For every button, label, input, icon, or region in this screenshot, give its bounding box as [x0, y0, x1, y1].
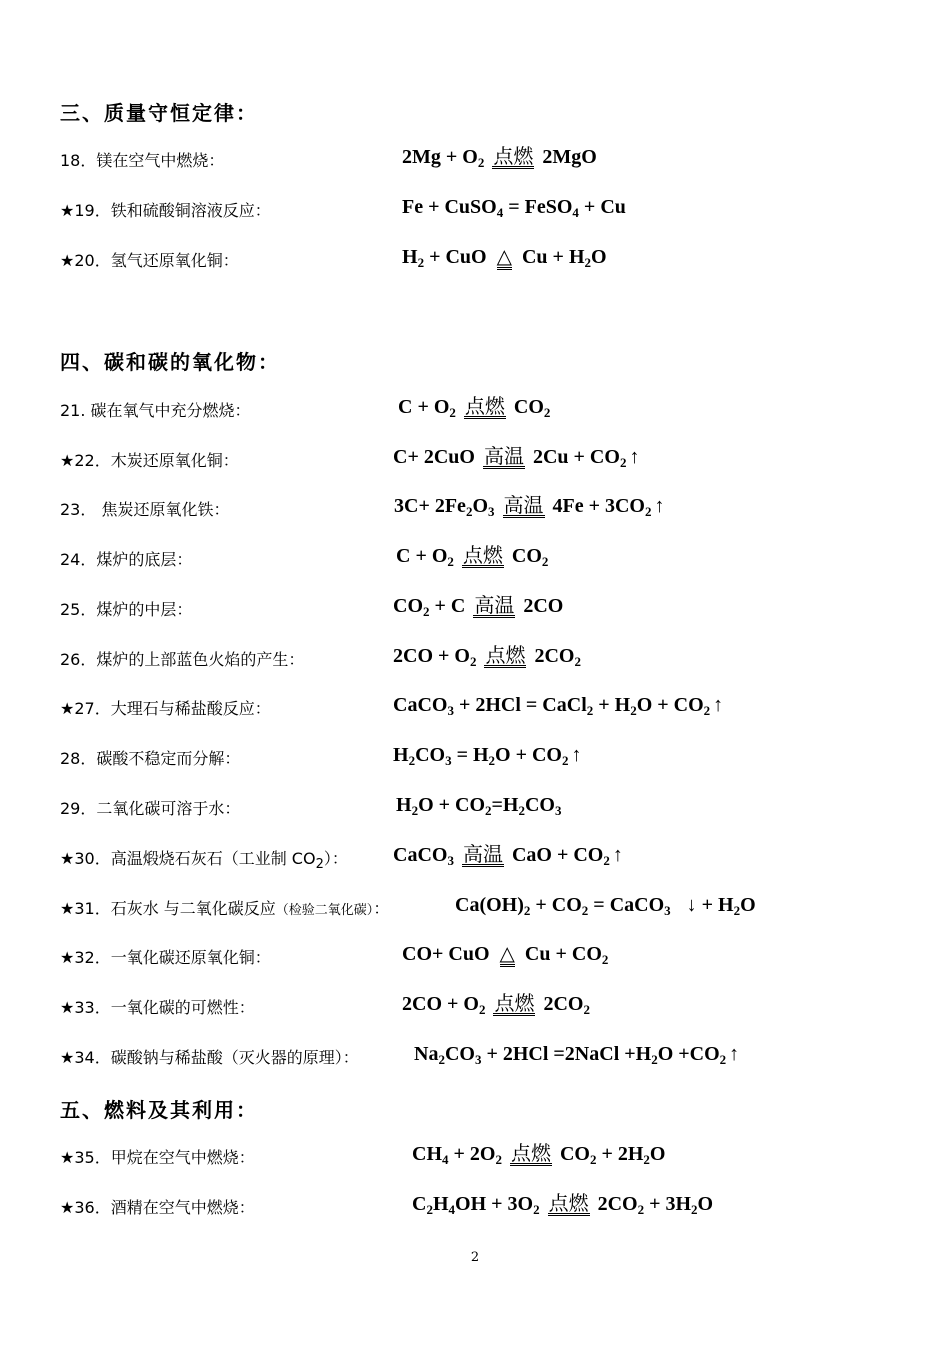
chemical-equation: $CH_4 + 2O_2$ 点燃 $CO_2 + 2H_2O$ — [412, 1141, 666, 1167]
equation-row-30 — [60, 842, 920, 874]
condition-mark: 点燃 — [548, 1191, 589, 1215]
section-heading-5: 五、燃料及其利用： — [60, 1098, 258, 1122]
page-number: 2 — [470, 1250, 480, 1265]
gas-arrow-icon: ↑ — [713, 694, 724, 716]
gas-arrow-icon: ↑ — [654, 495, 665, 517]
equation-row-22 — [60, 444, 920, 476]
condition-mark: 点燃 — [510, 1141, 551, 1165]
condition-mark: 高温 — [503, 493, 544, 517]
precipitate-arrow-icon: ↓ — [686, 894, 697, 916]
condition-mark: 高温 — [462, 842, 503, 866]
heat-triangle-icon: △ — [499, 943, 515, 965]
equation-row-24 — [60, 543, 920, 575]
item-label: 25．煤炉的中层： — [60, 600, 193, 619]
chemical-equation: $2CO + O_2$ 点燃 $2CO_2$ — [402, 991, 590, 1017]
chemical-equation: $CO_2 + C$ 高温 2CO — [393, 593, 564, 619]
equation-row-34 — [60, 1045, 920, 1073]
item-label: ★22．木炭还原氧化铜： — [60, 451, 239, 470]
gas-arrow-icon: ↑ — [629, 446, 640, 468]
condition-mark: 高温 — [483, 444, 524, 468]
item-label: 26．煤炉的上部蓝色火焰的产生： — [60, 650, 305, 669]
equation-row-18 — [60, 144, 920, 176]
item-label: ★19．铁和硫酸铜溶液反应： — [60, 201, 271, 220]
condition-mark: 高温 — [474, 593, 515, 617]
equation-row-29 — [60, 796, 920, 824]
equation-row-27 — [60, 696, 920, 724]
condition-mark: 点燃 — [493, 144, 534, 168]
equation-row-26 — [60, 643, 920, 675]
equation-row-31 — [60, 896, 920, 924]
item-label: 28．碳酸不稳定而分解： — [60, 749, 241, 768]
condition-mark: 点燃 — [494, 991, 535, 1015]
condition-mark: 点燃 — [462, 543, 503, 567]
gas-arrow-icon: ↑ — [571, 744, 582, 766]
equation-row-25 — [60, 593, 920, 625]
chemical-equation: $H_2O + CO_2=H_2CO_3$ — [396, 794, 562, 818]
item-label: ★27．大理石与稀盐酸反应： — [60, 699, 271, 718]
item-label: ★34．碳酸钠与稀盐酸（灭火器的原理）： — [60, 1048, 359, 1067]
condition-mark: 点燃 — [464, 394, 505, 418]
item-label: 29．二氧化碳可溶于水： — [60, 799, 241, 818]
chemical-equation: $3C+ 2Fe_2O_3$ 高温 $4Fe + 3CO_2$ ↑ — [394, 493, 665, 519]
chemical-equation: Fe + CuSO$_4$ = FeSO$_4$ + Cu — [402, 196, 626, 220]
chemical-equation: CaCO$_3$ 高温 CaO + $CO_2$ ↑ — [393, 842, 623, 868]
equation-row-33 — [60, 991, 920, 1023]
equation-row-20 — [60, 248, 920, 276]
item-label: 18．镁在空气中燃烧： — [60, 151, 225, 170]
gas-arrow-icon: ↑ — [729, 1043, 740, 1065]
section-heading-3: 三、质量守恒定律： — [60, 101, 258, 125]
heat-triangle-icon: △ — [496, 246, 512, 268]
chemical-equation: CO+ CuO △ $Cu + CO_2$ — [402, 943, 609, 967]
item-label: ★32．一氧化碳还原氧化铜： — [60, 948, 271, 967]
item-label: ★30．高温煅烧石灰石（工业制 $CO_2$）： — [60, 849, 348, 872]
section-heading-4: 四、碳和碳的氧化物： — [60, 350, 280, 374]
chemical-equation: $H_2CO_3 = H_2O + CO_2$ ↑ — [393, 744, 582, 768]
equation-row-35 — [60, 1141, 920, 1173]
item-label: ★31．石灰水 与二氧化碳反应（检验二氧化碳）： — [60, 899, 390, 918]
item-label: ★36．酒精在空气中燃烧： — [60, 1198, 255, 1217]
chemical-equation: $2CO + O_2$ 点燃 $2CO_2$ — [393, 643, 581, 669]
item-label: 21. 碳在氧气中充分燃烧： — [60, 401, 251, 420]
condition-mark: 点燃 — [485, 643, 526, 667]
equation-row-28 — [60, 746, 920, 774]
item-label: ★20．氢气还原氧化铜： — [60, 251, 239, 270]
equation-row-21 — [60, 394, 920, 426]
chemical-equation: $2Mg + O_2$ 点燃 2MgO — [402, 144, 597, 170]
chemical-equation: C+ 2CuO 高温 $2Cu + CO_2$ ↑ — [393, 444, 640, 470]
chemical-equation: $C + O_2$ 点燃 $CO_2$ — [398, 394, 551, 420]
chemical-equation: $C_2H_4OH + 3O_2$ 点燃 $2CO_2 + 3H_2O$ — [412, 1191, 714, 1217]
item-label: ★35．甲烷在空气中燃烧： — [60, 1148, 255, 1167]
gas-arrow-icon: ↑ — [612, 844, 623, 866]
equation-row-36 — [60, 1191, 920, 1223]
chemical-equation: $Ca(OH)_2 + CO_2$ = CaCO$_3$ ↓ + $H_2O$ — [455, 894, 756, 918]
item-label: 23． 焦炭还原氧化铁： — [60, 500, 230, 519]
item-label: ★33．一氧化碳的可燃性： — [60, 998, 255, 1017]
equation-row-23 — [60, 493, 920, 525]
equation-row-19 — [60, 198, 920, 226]
chemical-equation: $Na_2CO_3 + 2HCl$ =2NaCl $+H_2O +CO_2$ ↑ — [414, 1043, 740, 1067]
equation-row-32 — [60, 945, 920, 973]
chemical-equation: $C + O_2$ 点燃 $CO_2$ — [396, 543, 549, 569]
item-label: 24．煤炉的底层： — [60, 550, 193, 569]
chemical-equation: $H_2$ + CuO △ $Cu + H_2O$ — [402, 246, 607, 270]
chemical-equation: CaCO$_3$ + 2HCl = CaCl$_2$ + $H_2O + CO_2$ ↑ — [393, 694, 724, 718]
